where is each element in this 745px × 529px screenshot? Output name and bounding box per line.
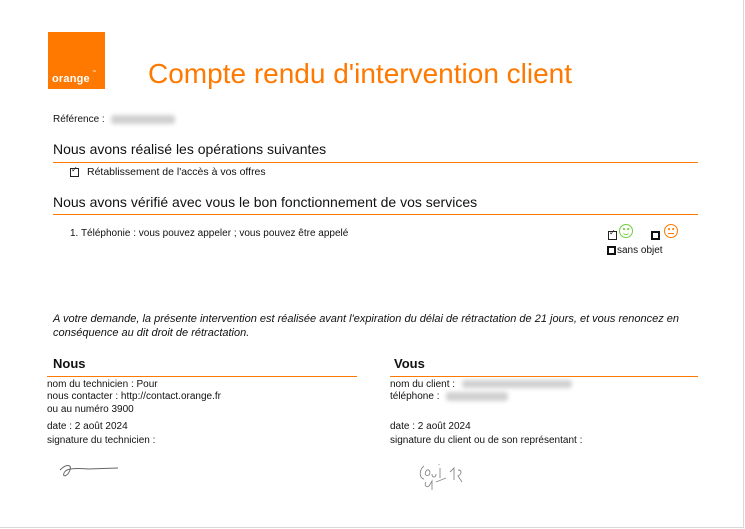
technician-date: date : 2 août 2024 xyxy=(47,421,128,432)
vous-heading: Vous xyxy=(394,356,425,371)
client-phone-label: téléphone : xyxy=(390,391,440,402)
technician-signature-label: signature du technicien : xyxy=(47,435,156,446)
client-date: date : 2 août 2024 xyxy=(390,421,471,432)
operations-divider xyxy=(53,162,698,163)
technician-name: nom du technicien : Pour xyxy=(47,379,158,390)
smiley-happy-icon xyxy=(619,224,633,238)
verification-divider xyxy=(53,214,698,215)
verification-heading: Nous avons vérifié avec vous le bon fonctionnement de vos services xyxy=(53,194,478,210)
client-signature xyxy=(410,452,465,502)
vous-divider xyxy=(390,376,698,377)
client-name-redacted xyxy=(462,380,572,388)
logo-trademark: ™ xyxy=(92,69,96,74)
operations-heading: Nous avons réalisé les opérations suivantes xyxy=(53,141,327,157)
contact-info: nous contacter : http://contact.orange.fr xyxy=(47,391,221,402)
contact-phone: ou au numéro 3900 xyxy=(47,404,134,415)
client-phone xyxy=(390,391,508,403)
service-status xyxy=(607,221,697,261)
technician-signature xyxy=(52,456,122,486)
status-ok-checkbox xyxy=(608,231,617,240)
smiley-neutral-icon xyxy=(664,224,678,238)
checkbox-checked-icon xyxy=(70,168,79,177)
logo-text: orange xyxy=(52,73,90,85)
client-signature-label: signature du client ou de son représentant : xyxy=(390,435,583,446)
service-item: 1. Téléphonie : vous pouvez appeler ; vous pouvez être appelé xyxy=(70,228,349,239)
page-title: Compte rendu d'intervention client xyxy=(148,58,573,89)
client-name-label: nom du client : xyxy=(390,379,456,390)
client-name xyxy=(390,379,572,391)
operation-item-label: Rétablissement de l'accès à vos offres xyxy=(87,166,266,178)
client-phone-redacted xyxy=(446,392,508,401)
reference-row xyxy=(53,114,175,125)
status-na xyxy=(607,245,663,256)
nous-divider xyxy=(47,376,357,377)
nous-heading: Nous xyxy=(53,356,86,371)
status-ko-checkbox xyxy=(651,231,660,240)
operation-item xyxy=(70,166,266,178)
status-na-checkbox xyxy=(607,246,616,255)
reference-redacted xyxy=(111,115,175,124)
withdrawal-notice: A votre demande, la présente intervention est réalisée avant l'expiration du délai de rétractation de 21 jours, et vous renoncez en conséquence au dit droit de rétractation. xyxy=(53,313,680,339)
reference-label: Référence : xyxy=(53,114,105,125)
status-na-label: sans objet xyxy=(617,245,663,256)
orange-logo xyxy=(48,32,105,89)
